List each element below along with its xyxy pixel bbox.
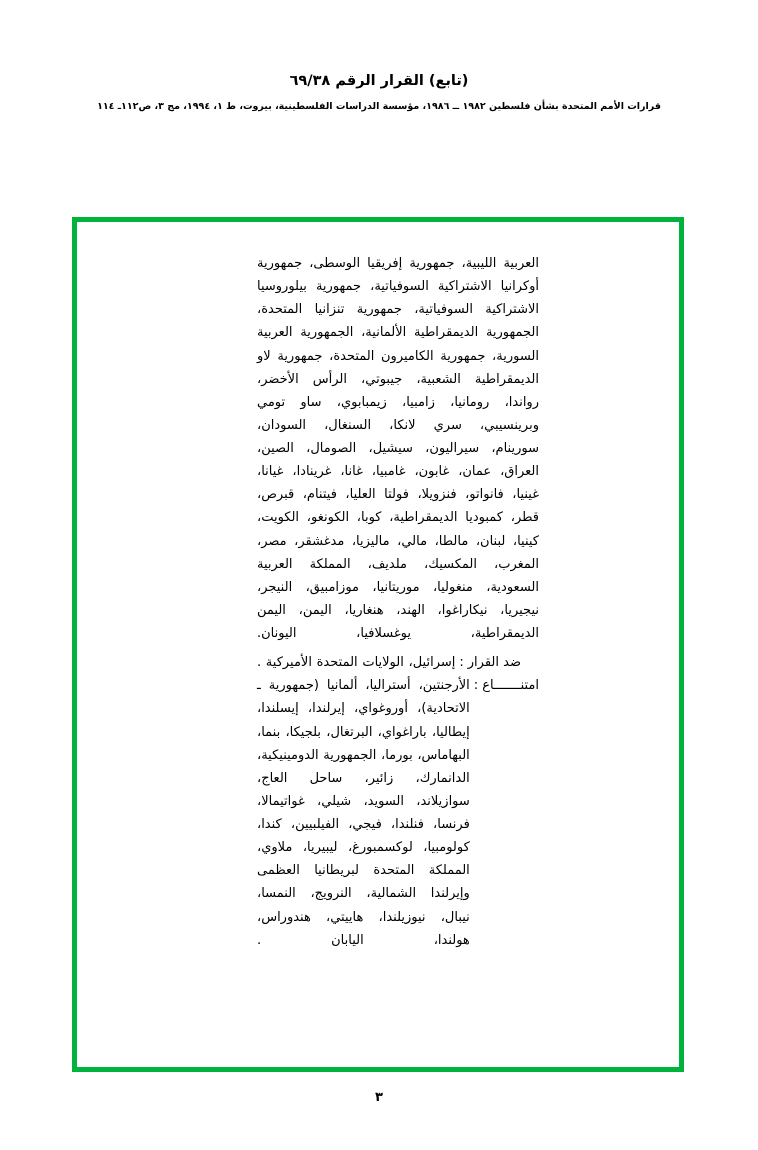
vote-results-block xyxy=(257,651,539,952)
vote-against-row xyxy=(257,651,539,674)
countries-in-favor-paragraph: العربية الليبية، جمهورية إفريقيا الوسطى، جمهورية أوكرانيا الاشتراكية السوفياتية، جمهورية بيلوروسيا الاشتراكية السوفياتية، جمهورية تنزانيا المتحدة، الجمهورية الديمقراطية الألمانية، الجمهورية العربية السورية، جمهورية الكاميرون المتحدة، جمهورية لاو الديمقراطية الشعبية، جيبوتي، الرأس الأخضر، رواندا، رومانيا، زامبيا، زيمبابوي، ساو تومي وبرينسيبي، سري لانكا، السنغال، السودان، سورينام، سيراليون، سيشيل، الصومال، الصين، العراق، عمان، غابون، غامبيا، غانا، غرينادا، غيانا، غينيا، فانواتو، فنزويلا، فولتا العليا، فيتنام، قبرص، قطر، كمبوديا الديمقراطية، كوبا، الكونغو، الكويت، كينيا، لبنان، مالطا، مالي، ماليزيا، مدغشقر، مصر، المغرب، المكسيك، ملديف، المملكة العربية السعودية، منغوليا، موريتانيا، موزامبيق، النيجر، نيجيريا، نيكاراغوا، الهند، هنغاريا، اليمن، اليمن الديمقراطية، يوغسلافيا، اليونان. xyxy=(257,256,539,641)
document-source-citation: قرارات الأمم المتحدة بشأن فلسطين ١٩٨٢ ــ ١٩٨٦، مؤسسة الدراسات الفلسطينية، بيروت، ط ١، ١٩٩٤، مج ٣، ص١١٢ـ ١١٤ xyxy=(97,100,661,112)
body-column xyxy=(257,252,539,952)
page-header xyxy=(0,72,758,113)
document-title: (تابع) القرار الرقم ٦٩/٣٨ xyxy=(289,73,469,89)
vote-abstain-row xyxy=(257,674,539,952)
vote-abstain-separator: : xyxy=(473,678,479,694)
vote-abstain-label: امتنـــــــاع xyxy=(482,678,539,694)
frame-content xyxy=(77,222,679,1067)
document-page xyxy=(0,72,758,1150)
vote-against-label: ضد القرار xyxy=(467,655,521,671)
green-border-frame xyxy=(72,217,684,1072)
vote-against-countries: إسرائيل، الولايات المتحدة الأميركية . xyxy=(257,655,456,671)
vote-against-separator: : xyxy=(459,655,464,671)
page-number: ٣ xyxy=(375,1090,383,1105)
vote-abstain-countries: الأرجنتين، أستراليا، ألمانيا (جمهورية ـ الاتحادية)، أوروغواي، إيرلندا، إيسلندا، إيطاليا، باراغواي، البرتغال، بلجيكا، بنما، البهاماس، بورما، الجمهورية الدومينيكية، الدانمارك، زائير، ساحل العاج، سوازيلاند، السويد، شيلي، غواتيمالا، فرنسا، فنلندا، فيجي، الفيلبيين، كندا، كولومبيا، لوكسمبورغ، ليبيريا، ملاوي، المملكة المتحدة لبريطانيا العظمى وإيرلندا الشمالية، النرويج، النمسا، نيبال، نيوزيلندا، هاييتي، هندوراس، هولندا، اليابان . xyxy=(257,678,470,948)
